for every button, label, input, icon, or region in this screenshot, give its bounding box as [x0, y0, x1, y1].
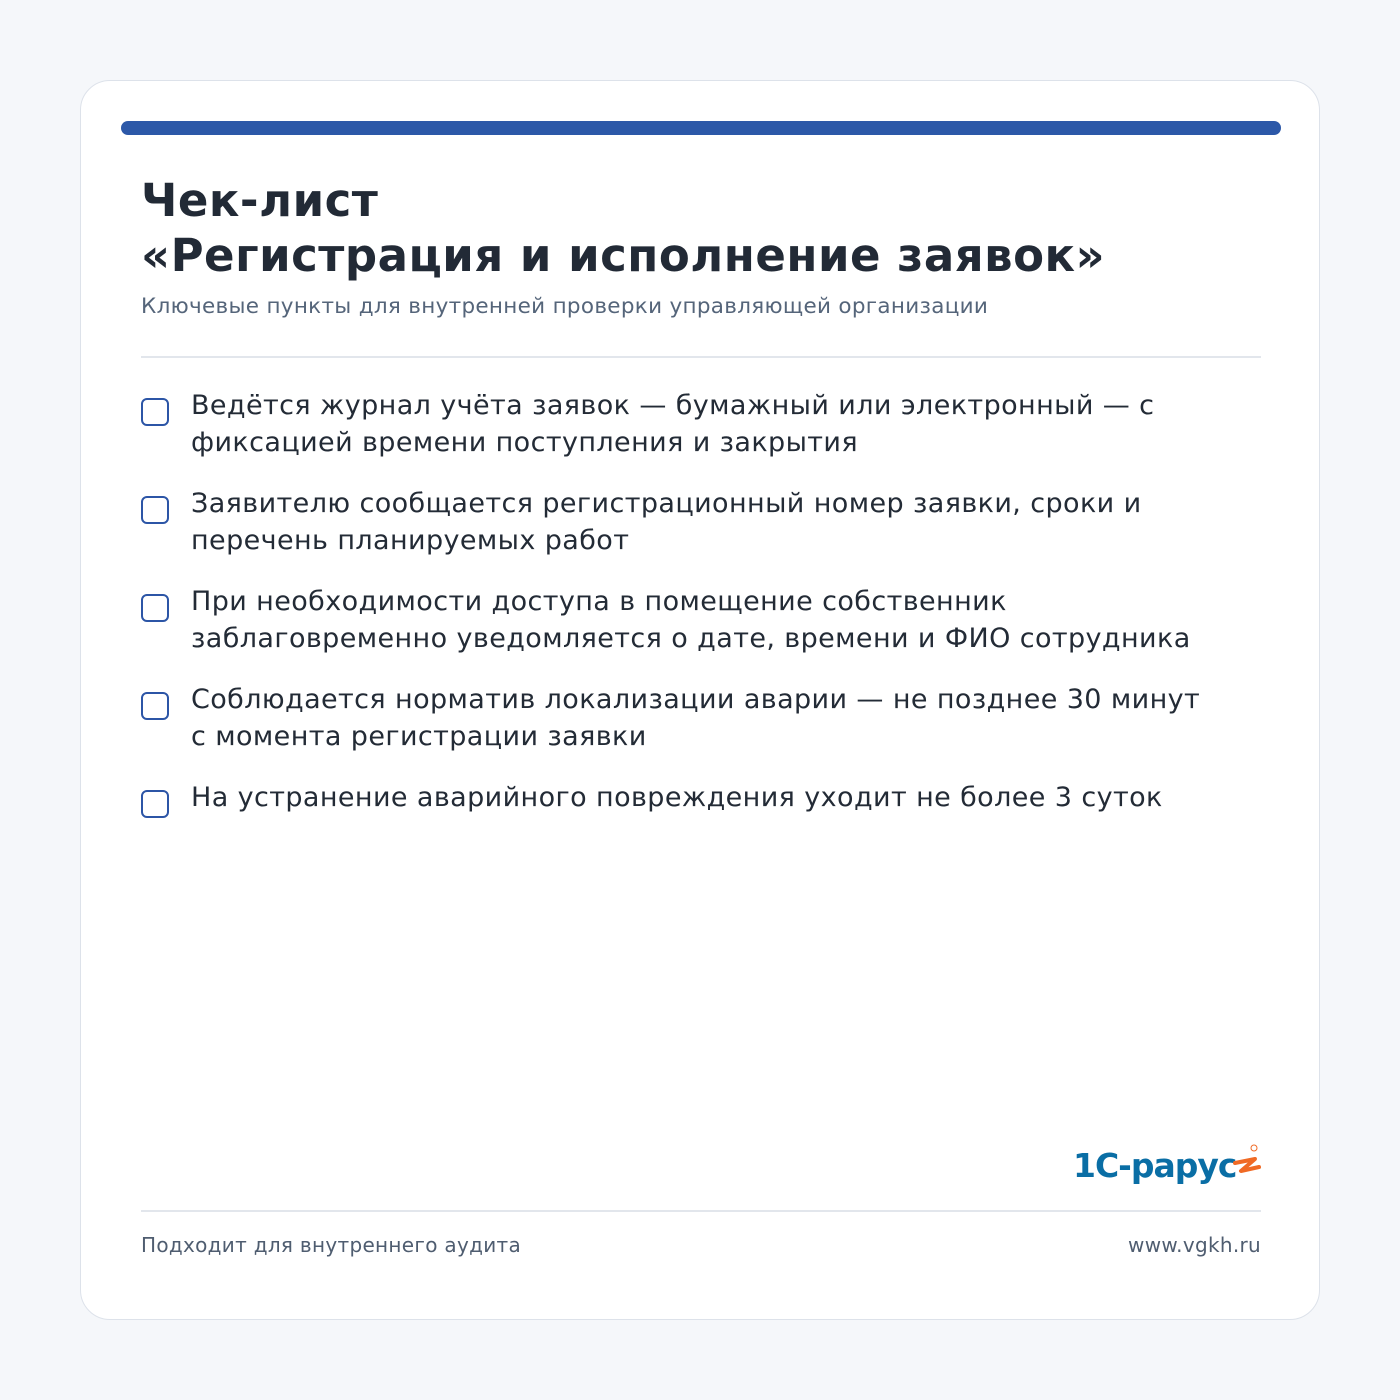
- checklist-item-text: При необходимости доступа в помещение собственник заблаговременно уведомляется о дате, времени и ФИО сотрудника: [191, 586, 1191, 654]
- checkbox[interactable]: [141, 496, 169, 524]
- checklist-item-text: Ведётся журнал учёта заявок — бумажный или электронный — с фиксацией времени поступления и закрытия: [191, 390, 1155, 458]
- checkbox[interactable]: [141, 594, 169, 622]
- page-title: [141, 173, 1105, 283]
- checklist-item: [141, 583, 1221, 657]
- checkbox[interactable]: [141, 398, 169, 426]
- checklist-item: [141, 779, 1221, 818]
- checklist-item-text: Соблюдается норматив локализации аварии — не позднее 30 минут с момента регистрации заявки: [191, 684, 1201, 752]
- footer-website: www.vgkh.ru: [1128, 1233, 1261, 1257]
- brand-logo: [1073, 1141, 1263, 1195]
- checklist-card: [80, 80, 1320, 1320]
- checkbox[interactable]: [141, 790, 169, 818]
- checklist: [141, 387, 1221, 842]
- checklist-item-text: Заявителю сообщается регистрационный номер заявки, сроки и перечень планируемых работ: [191, 488, 1142, 556]
- subtitle: Ключевые пункты для внутренней проверки управляющей организации: [141, 294, 989, 319]
- checklist-item: [141, 485, 1221, 559]
- footer-note: Подходит для внутреннего аудита: [141, 1233, 522, 1257]
- top-divider: [141, 356, 1261, 358]
- title-line-1: Чек-лист: [141, 174, 379, 227]
- logo-text: 1С-рарус: [1073, 1146, 1237, 1185]
- checklist-item: [141, 681, 1221, 755]
- title-line-2: «Регистрация и исполнение заявок»: [141, 229, 1106, 282]
- checkbox[interactable]: [141, 692, 169, 720]
- accent-bar: [121, 121, 1281, 135]
- checklist-item: [141, 387, 1221, 461]
- bottom-divider: [141, 1210, 1261, 1212]
- checklist-item-text: На устранение аварийного повреждения уходит не более 3 суток: [191, 782, 1163, 813]
